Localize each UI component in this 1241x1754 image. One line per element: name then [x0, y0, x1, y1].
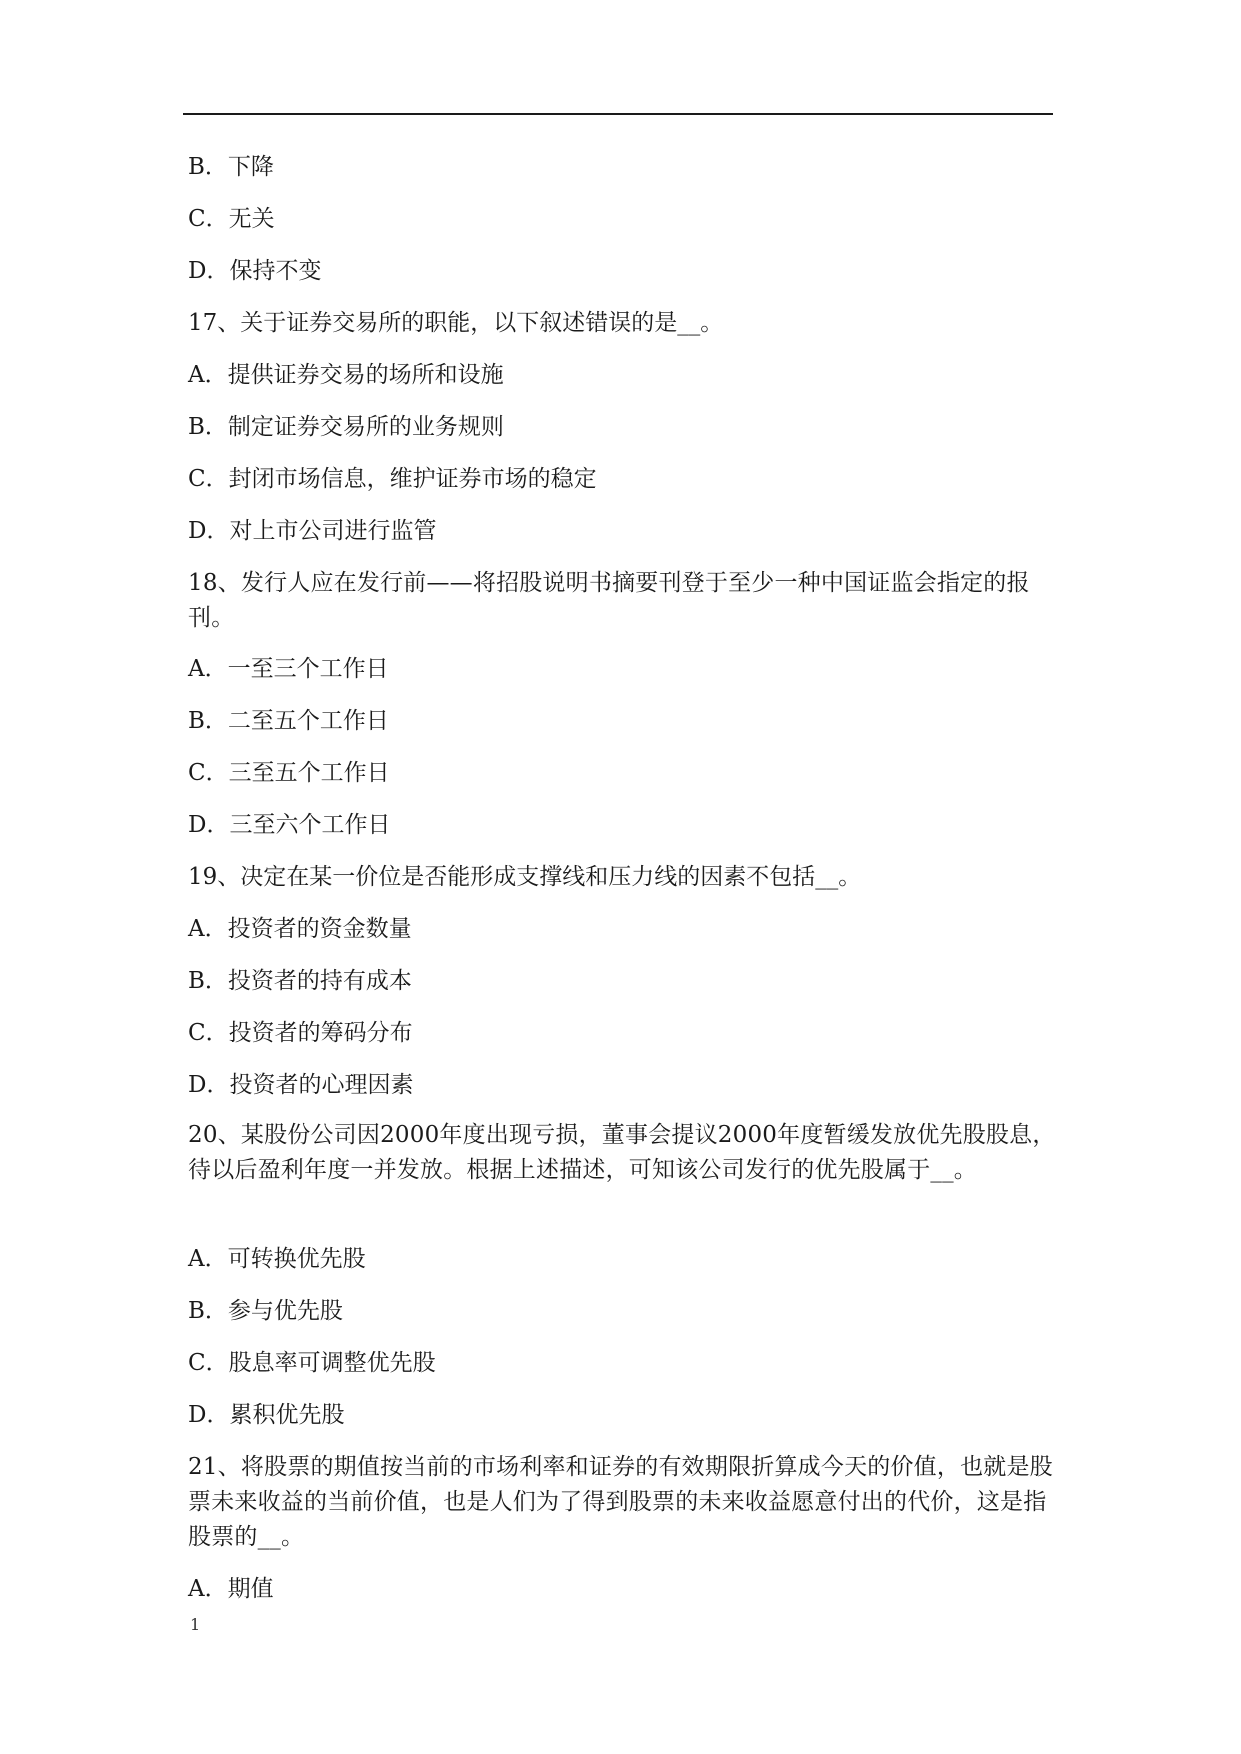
option-a-18: A．一至三个工作日	[188, 656, 389, 682]
option-b-18: B．二至五个工作日	[188, 708, 389, 734]
option-d-18: D．三至六个工作日	[188, 812, 391, 838]
option-c-20: C．股息率可调整优先股	[188, 1350, 436, 1376]
option-d-19: D．投资者的心理因素	[188, 1072, 414, 1098]
option-b-19: B．投资者的持有成本	[188, 968, 412, 994]
question-18: 18、发行人应在发行前——将招股说明书摘要刊登于至少一种中国证监会指定的报刊。	[188, 570, 1030, 631]
option-d-16: D．保持不变	[188, 258, 322, 284]
option-b-17: B．制定证券交易所的业务规则	[188, 414, 504, 440]
question-20: 20、某股份公司因2000年度出现亏损，董事会提议2000年度暂缓发放优先股股息，待以后盈利年度一并发放。根据上述描述，可知该公司发行的优先股属于__。	[188, 1122, 1056, 1183]
option-c-17: C．封闭市场信息，维护证券市场的稳定	[188, 466, 597, 492]
question-21: 21、将股票的期值按当前的市场利率和证券的有效期限折算成今天的价值，也就是股票未来收益的当前价值，也是人们为了得到股票的未来收益愿意付出的代价，这是指股票的__。	[188, 1454, 1053, 1550]
option-a-21: A．期值	[188, 1576, 274, 1602]
option-c-16: C．无关	[188, 206, 275, 232]
option-b-20: B．参与优先股	[188, 1298, 343, 1324]
option-c-18: C．三至五个工作日	[188, 760, 390, 786]
option-a-20: A．可转换优先股	[188, 1246, 366, 1272]
question-17: 17、关于证券交易所的职能，以下叙述错误的是__。	[188, 310, 724, 336]
option-a-17: A．提供证券交易的场所和设施	[188, 362, 504, 388]
option-c-19: C．投资者的筹码分布	[188, 1020, 413, 1046]
option-d-20: D．累积优先股	[188, 1402, 345, 1428]
page-number: 1	[190, 1615, 201, 1634]
option-d-17: D．对上市公司进行监管	[188, 518, 437, 544]
option-a-19: A．投资者的资金数量	[188, 916, 412, 942]
option-b-16: B．下降	[188, 154, 274, 180]
header-rule	[183, 113, 1053, 115]
question-19: 19、决定在某一价位是否能形成支撑线和压力线的因素不包括__。	[188, 864, 862, 890]
